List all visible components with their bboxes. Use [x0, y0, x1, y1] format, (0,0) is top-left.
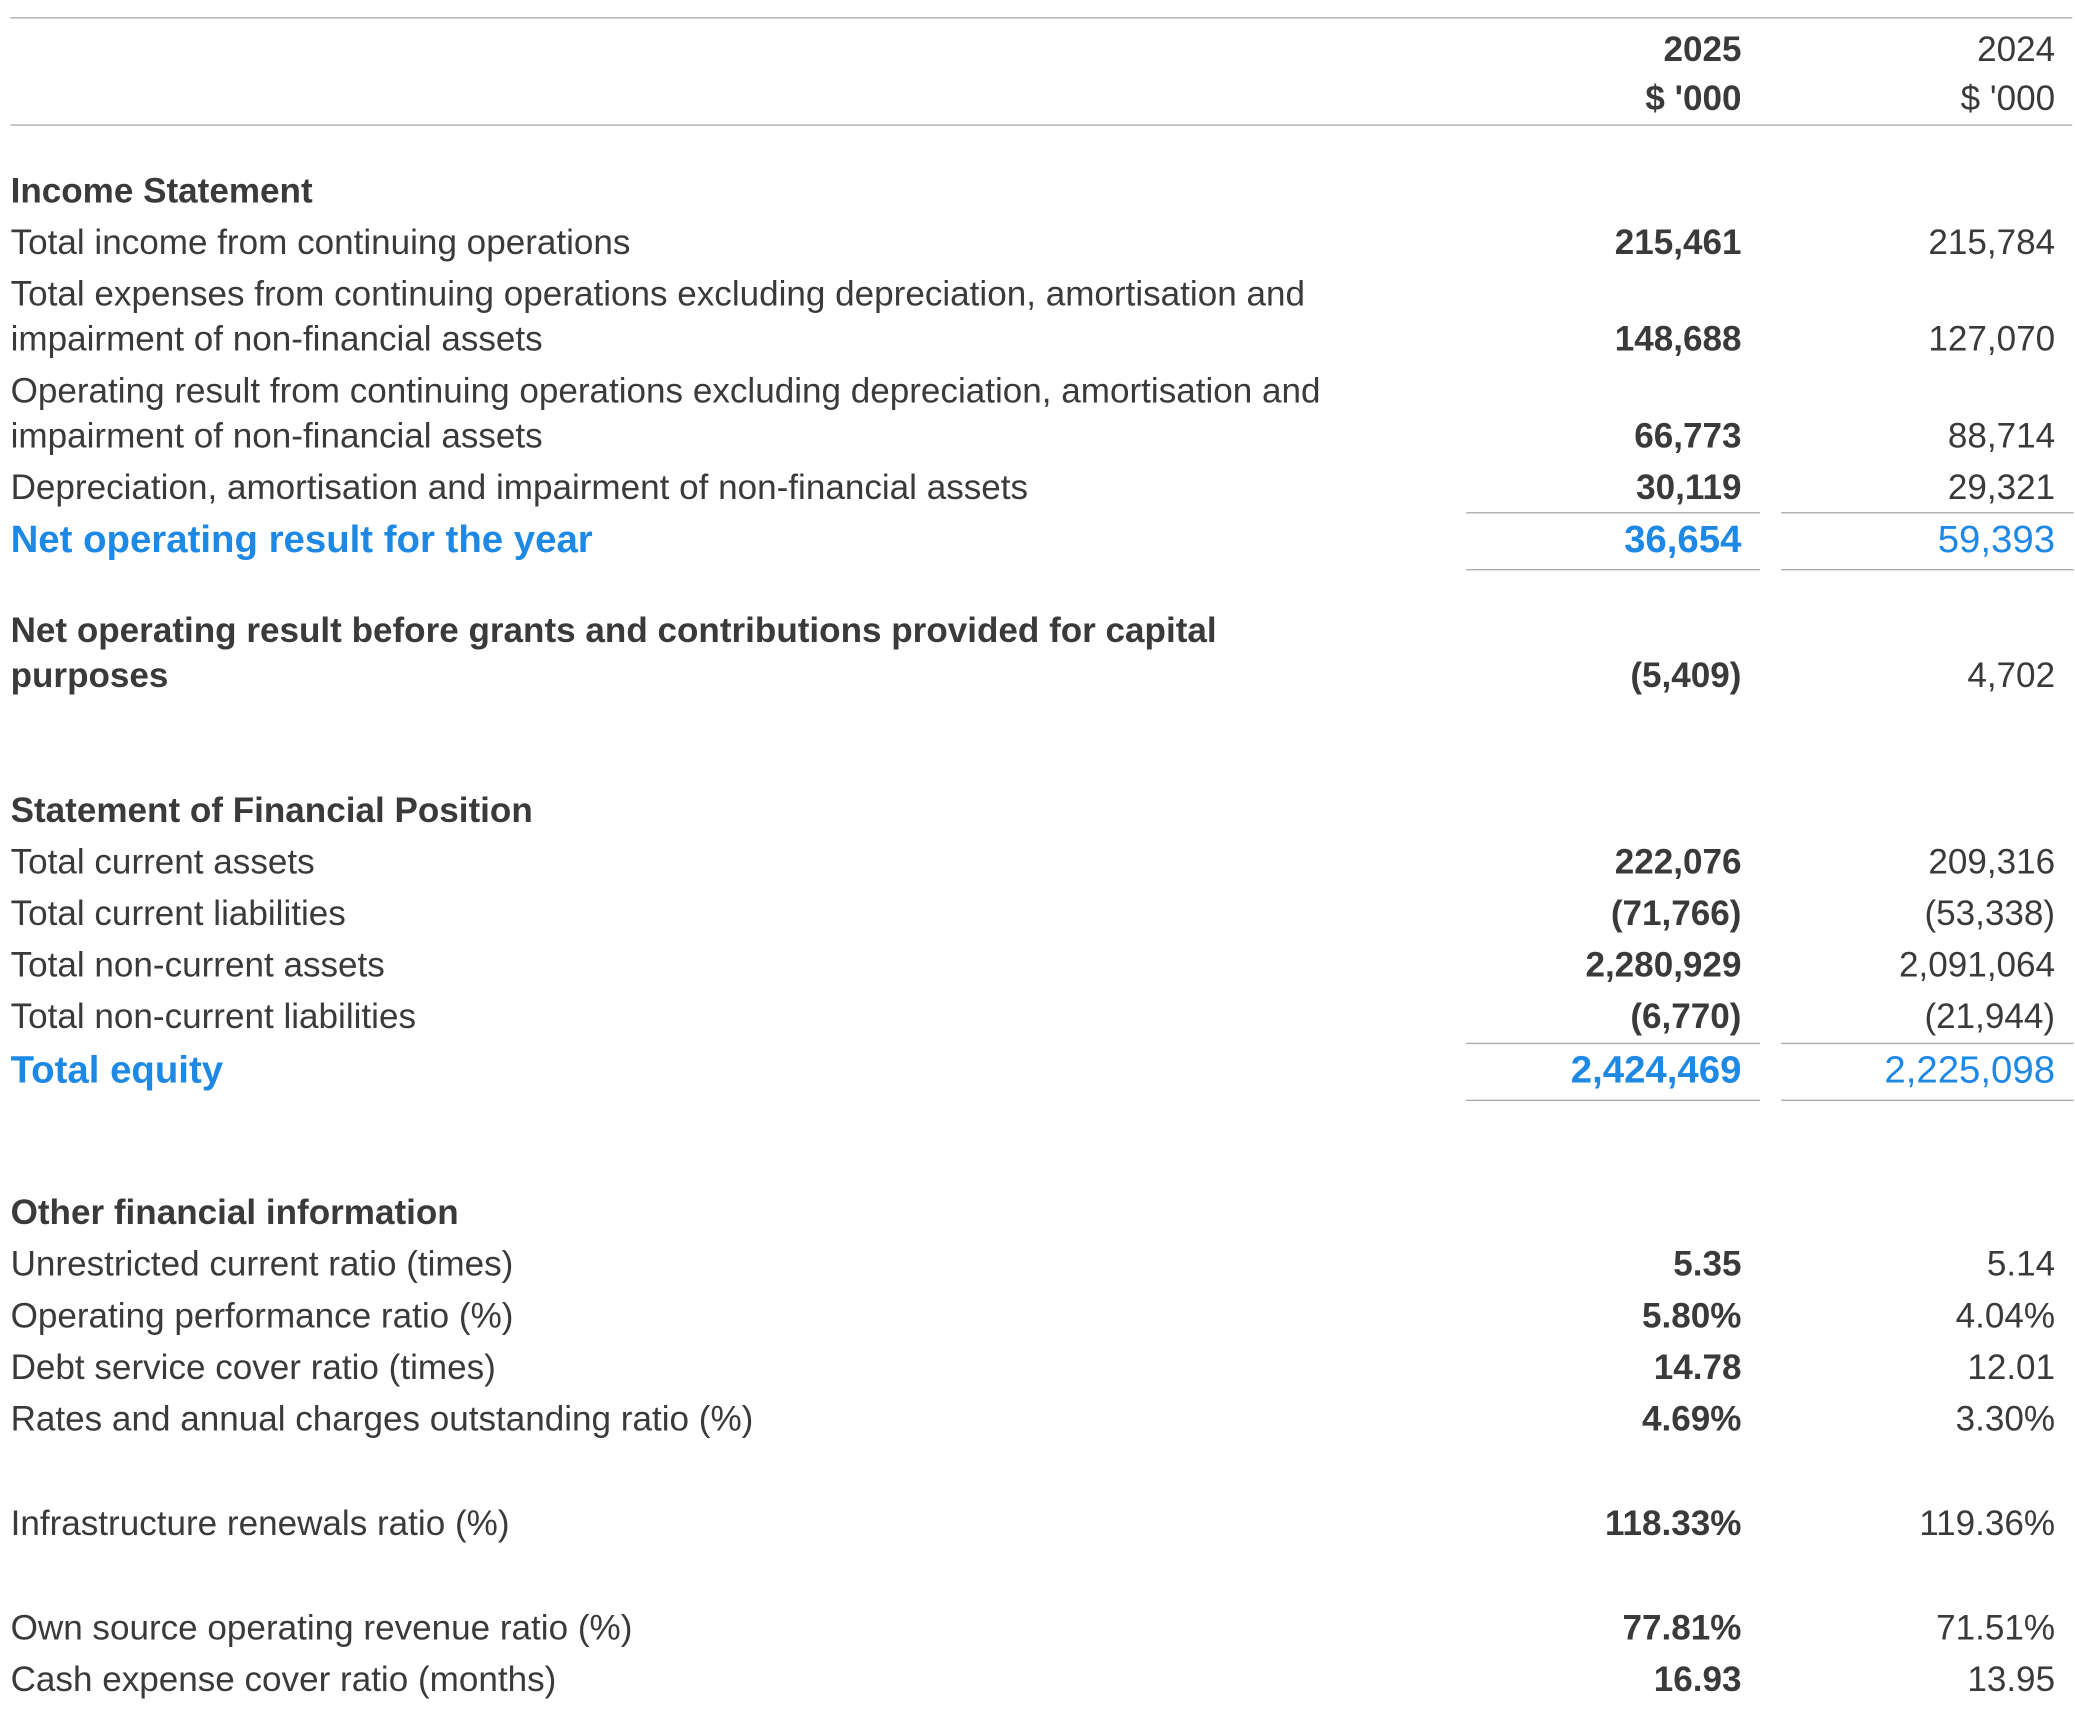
- subtotal-rule-2024: [1781, 512, 2073, 513]
- row-label: Operating performance ratio (%): [10, 1295, 514, 1336]
- value-2025: 222,076: [1614, 841, 1742, 882]
- value-2024: (53,338): [1924, 893, 2056, 933]
- row-label: Total current liabilities: [10, 893, 346, 933]
- row-label-line1: Total expenses from continuing operations excluding depreciation, amortisation and: [10, 273, 1305, 314]
- year-prior-header: 2024: [1977, 29, 2056, 69]
- section-title: Other financial information: [10, 1192, 459, 1232]
- row-label: Total non-current liabilities: [10, 996, 417, 1037]
- total-rule-2024: [1781, 569, 2073, 570]
- value-2025: 77.81%: [1622, 1607, 1742, 1648]
- value-2025: 5.35: [1673, 1243, 1742, 1284]
- row-label-line1: Operating result from continuing operations excluding depreciation, amortisation and: [10, 370, 1321, 411]
- value-2025: 16.93: [1653, 1659, 1742, 1700]
- value-2025: (71,766): [1610, 893, 1742, 933]
- row-label: Total income from continuing operations: [10, 222, 631, 263]
- section-title: Income Statement: [10, 170, 313, 211]
- value-2025: 66,773: [1634, 415, 1742, 456]
- total-2024: 2,225,098: [1884, 1049, 2056, 1092]
- row-label: Debt service cover ratio (times): [10, 1347, 496, 1387]
- row-label-line2: impairment of non-financial assets: [10, 415, 543, 456]
- value-2025: 4.69%: [1642, 1398, 1742, 1439]
- subtotal-rule-2025: [1466, 1043, 1760, 1044]
- row-label: Cash expense cover ratio (months): [10, 1659, 557, 1700]
- row-label-line2: impairment of non-financial assets: [10, 318, 543, 359]
- year-current-header: 2025: [1663, 29, 1742, 69]
- value-2024: 119.36%: [1919, 1503, 2056, 1543]
- subtotal-rule-2025: [1466, 512, 1760, 513]
- row-label: Infrastructure renewals ratio (%): [10, 1503, 510, 1543]
- total-2025: 36,654: [1624, 518, 1742, 562]
- total-label: Net operating result for the year: [10, 518, 593, 562]
- row-label: Own source operating revenue ratio (%): [10, 1607, 633, 1648]
- row-label: Rates and annual charges outstanding ratio (%): [10, 1398, 754, 1439]
- total-2025: 2,424,469: [1570, 1049, 1742, 1092]
- total-2024: 59,393: [1937, 518, 2056, 562]
- header-bottom-rule: [11, 124, 2073, 125]
- value-2025: 30,119: [1636, 467, 1742, 507]
- total-rule-2025: [1466, 1100, 1760, 1101]
- row-label: Total non-current assets: [10, 944, 385, 985]
- value-2024: (21,944): [1924, 996, 2056, 1037]
- value-2025: 2,280,929: [1585, 944, 1742, 985]
- value-2025: 215,461: [1614, 222, 1742, 263]
- value-2024: 4.04%: [1955, 1295, 2056, 1336]
- total-rule-2025: [1466, 569, 1760, 570]
- total-label: Total equity: [10, 1049, 224, 1092]
- row-label-line2: purposes: [10, 655, 169, 695]
- value-2025: 14.78: [1653, 1347, 1742, 1387]
- value-2024: 209,316: [1928, 841, 2056, 882]
- value-2024: 13.95: [1967, 1659, 2056, 1700]
- value-2025: (6,770): [1630, 996, 1742, 1037]
- table-top-rule: [11, 17, 2073, 18]
- row-label-line1: Net operating result before grants and contributions provided for capital: [10, 610, 1217, 650]
- value-2024: 88,714: [1947, 415, 2056, 456]
- value-2024: 12.01: [1967, 1347, 2056, 1387]
- value-2025: (5,409): [1630, 655, 1742, 695]
- unit-current-header: $ '000: [1645, 78, 1742, 118]
- value-2024: 3.30%: [1955, 1398, 2056, 1439]
- value-2024: 29,321: [1947, 467, 2056, 507]
- value-2025: 5.80%: [1642, 1295, 1742, 1336]
- row-label: Unrestricted current ratio (times): [10, 1243, 514, 1284]
- value-2024: 71.51%: [1936, 1607, 2056, 1648]
- value-2024: 2,091,064: [1899, 944, 2056, 985]
- value-2024: 127,070: [1928, 318, 2056, 359]
- row-label: Depreciation, amortisation and impairment of non-financial assets: [10, 467, 1029, 507]
- value-2024: 4,702: [1967, 655, 2056, 695]
- value-2024: 215,784: [1928, 222, 2056, 263]
- value-2025: 118.33%: [1604, 1503, 1742, 1543]
- unit-prior-header: $ '000: [1960, 78, 2056, 118]
- value-2025: 148,688: [1614, 318, 1742, 359]
- subtotal-rule-2024: [1781, 1043, 2073, 1044]
- row-label: Total current assets: [10, 841, 315, 882]
- value-2024: 5.14: [1986, 1243, 2056, 1284]
- section-title: Statement of Financial Position: [10, 790, 533, 830]
- total-rule-2024: [1781, 1100, 2073, 1101]
